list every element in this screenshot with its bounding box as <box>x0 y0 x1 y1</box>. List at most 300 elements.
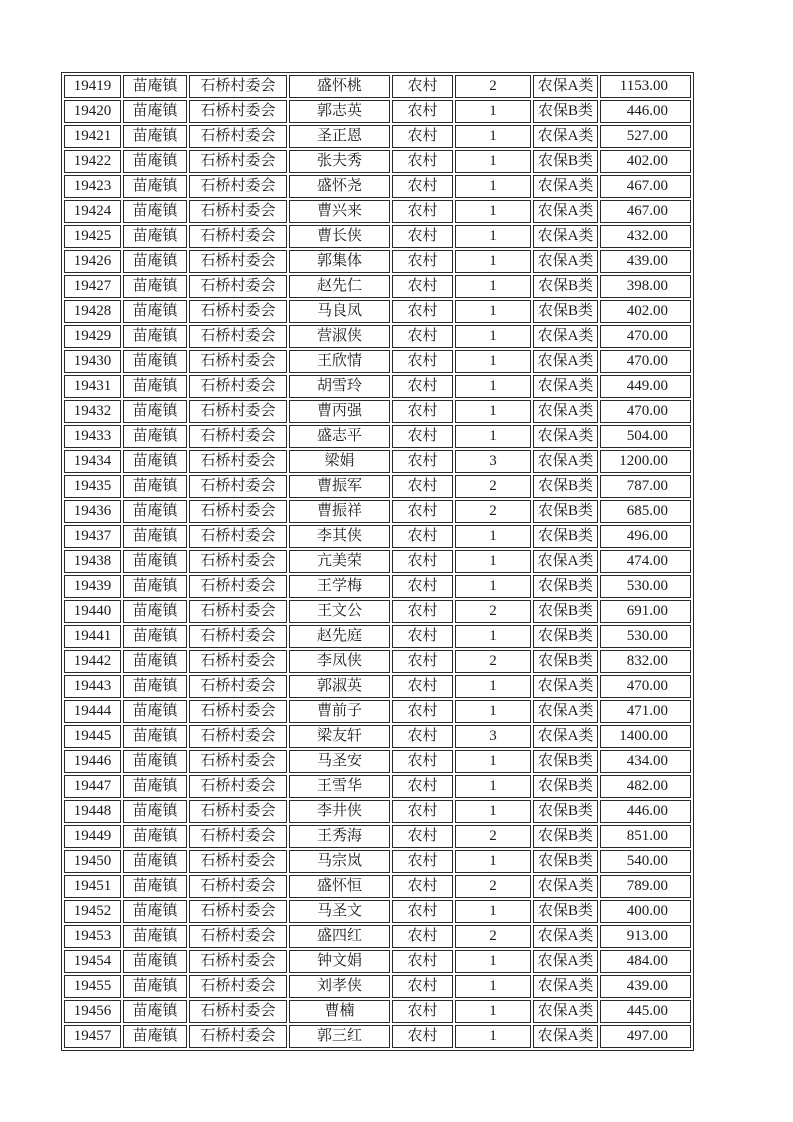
cell-record-id: 19430 <box>64 350 121 373</box>
cell-person-count: 1 <box>455 675 531 698</box>
cell-amount: 446.00 <box>600 800 691 823</box>
cell-residence-type: 农村 <box>392 600 453 623</box>
cell-amount: 832.00 <box>600 650 691 673</box>
cell-village-committee: 石桥村委会 <box>189 600 287 623</box>
cell-amount: 504.00 <box>600 425 691 448</box>
cell-residence-type: 农村 <box>392 425 453 448</box>
cell-village-committee: 石桥村委会 <box>189 175 287 198</box>
cell-person-count: 2 <box>455 650 531 673</box>
cell-insurance-category: 农保A类 <box>533 425 598 448</box>
cell-amount: 1400.00 <box>600 725 691 748</box>
cell-residence-type: 农村 <box>392 225 453 248</box>
cell-amount: 527.00 <box>600 125 691 148</box>
cell-record-id: 19451 <box>64 875 121 898</box>
cell-amount: 400.00 <box>600 900 691 923</box>
cell-residence-type: 农村 <box>392 200 453 223</box>
table-row <box>64 100 691 123</box>
table-row <box>64 325 691 348</box>
cell-person-name: 马良凤 <box>289 300 390 323</box>
cell-record-id: 19442 <box>64 650 121 673</box>
cell-person-name: 曹前子 <box>289 700 390 723</box>
cell-insurance-category: 农保B类 <box>533 750 598 773</box>
cell-person-name: 盛怀桃 <box>289 75 390 98</box>
cell-residence-type: 农村 <box>392 1000 453 1023</box>
table-row <box>64 600 691 623</box>
cell-insurance-category: 农保B类 <box>533 600 598 623</box>
cell-residence-type: 农村 <box>392 400 453 423</box>
cell-residence-type: 农村 <box>392 675 453 698</box>
cell-village-committee: 石桥村委会 <box>189 725 287 748</box>
cell-amount: 470.00 <box>600 350 691 373</box>
cell-town: 苗庵镇 <box>123 500 187 523</box>
cell-person-count: 2 <box>455 600 531 623</box>
table-row <box>64 950 691 973</box>
cell-residence-type: 农村 <box>392 750 453 773</box>
cell-village-committee: 石桥村委会 <box>189 575 287 598</box>
cell-residence-type: 农村 <box>392 1025 453 1048</box>
table-row <box>64 75 691 98</box>
cell-residence-type: 农村 <box>392 775 453 798</box>
cell-person-count: 3 <box>455 450 531 473</box>
cell-person-name: 胡雪玲 <box>289 375 390 398</box>
cell-person-count: 1 <box>455 350 531 373</box>
cell-person-count: 1 <box>455 700 531 723</box>
cell-village-committee: 石桥村委会 <box>189 875 287 898</box>
table-row <box>64 975 691 998</box>
cell-insurance-category: 农保A类 <box>533 325 598 348</box>
cell-record-id: 19428 <box>64 300 121 323</box>
cell-residence-type: 农村 <box>392 800 453 823</box>
table-row <box>64 375 691 398</box>
cell-residence-type: 农村 <box>392 175 453 198</box>
cell-amount: 1200.00 <box>600 450 691 473</box>
cell-person-count: 1 <box>455 1000 531 1023</box>
cell-person-name: 李凤侠 <box>289 650 390 673</box>
cell-village-committee: 石桥村委会 <box>189 75 287 98</box>
cell-village-committee: 石桥村委会 <box>189 200 287 223</box>
cell-insurance-category: 农保A类 <box>533 350 598 373</box>
cell-amount: 471.00 <box>600 700 691 723</box>
cell-town: 苗庵镇 <box>123 700 187 723</box>
table-row <box>64 1025 691 1048</box>
cell-village-committee: 石桥村委会 <box>189 400 287 423</box>
cell-person-name: 营淑侠 <box>289 325 390 348</box>
cell-person-count: 1 <box>455 975 531 998</box>
cell-amount: 434.00 <box>600 750 691 773</box>
cell-town: 苗庵镇 <box>123 725 187 748</box>
cell-town: 苗庵镇 <box>123 225 187 248</box>
cell-person-name: 亢美荣 <box>289 550 390 573</box>
cell-residence-type: 农村 <box>392 700 453 723</box>
cell-person-count: 1 <box>455 575 531 598</box>
cell-residence-type: 农村 <box>392 100 453 123</box>
cell-record-id: 19450 <box>64 850 121 873</box>
cell-record-id: 19443 <box>64 675 121 698</box>
table-row <box>64 625 691 648</box>
cell-record-id: 19444 <box>64 700 121 723</box>
cell-village-committee: 石桥村委会 <box>189 750 287 773</box>
cell-person-count: 1 <box>455 250 531 273</box>
cell-record-id: 19421 <box>64 125 121 148</box>
cell-residence-type: 农村 <box>392 575 453 598</box>
cell-town: 苗庵镇 <box>123 875 187 898</box>
cell-village-committee: 石桥村委会 <box>189 225 287 248</box>
cell-village-committee: 石桥村委会 <box>189 850 287 873</box>
cell-record-id: 19446 <box>64 750 121 773</box>
cell-person-count: 1 <box>455 775 531 798</box>
cell-residence-type: 农村 <box>392 875 453 898</box>
cell-town: 苗庵镇 <box>123 825 187 848</box>
cell-town: 苗庵镇 <box>123 850 187 873</box>
cell-record-id: 19420 <box>64 100 121 123</box>
cell-residence-type: 农村 <box>392 975 453 998</box>
cell-amount: 432.00 <box>600 225 691 248</box>
cell-person-count: 1 <box>455 850 531 873</box>
cell-insurance-category: 农保B类 <box>533 625 598 648</box>
cell-person-count: 1 <box>455 800 531 823</box>
cell-village-committee: 石桥村委会 <box>189 350 287 373</box>
cell-person-count: 1 <box>455 300 531 323</box>
cell-person-name: 李井侠 <box>289 800 390 823</box>
cell-town: 苗庵镇 <box>123 125 187 148</box>
cell-village-committee: 石桥村委会 <box>189 775 287 798</box>
cell-record-id: 19454 <box>64 950 121 973</box>
cell-amount: 685.00 <box>600 500 691 523</box>
cell-insurance-category: 农保A类 <box>533 225 598 248</box>
cell-amount: 474.00 <box>600 550 691 573</box>
cell-record-id: 19423 <box>64 175 121 198</box>
cell-amount: 497.00 <box>600 1025 691 1048</box>
cell-record-id: 19435 <box>64 475 121 498</box>
cell-insurance-category: 农保A类 <box>533 1025 598 1048</box>
cell-town: 苗庵镇 <box>123 800 187 823</box>
table-row <box>64 525 691 548</box>
cell-person-name: 郭志英 <box>289 100 390 123</box>
cell-town: 苗庵镇 <box>123 425 187 448</box>
cell-village-committee: 石桥村委会 <box>189 675 287 698</box>
cell-person-count: 3 <box>455 725 531 748</box>
cell-village-committee: 石桥村委会 <box>189 250 287 273</box>
cell-residence-type: 农村 <box>392 375 453 398</box>
cell-record-id: 19438 <box>64 550 121 573</box>
cell-person-count: 1 <box>455 425 531 448</box>
cell-town: 苗庵镇 <box>123 925 187 948</box>
table-row <box>64 450 691 473</box>
cell-record-id: 19425 <box>64 225 121 248</box>
cell-record-id: 19456 <box>64 1000 121 1023</box>
cell-village-committee: 石桥村委会 <box>189 275 287 298</box>
table-row <box>64 125 691 148</box>
cell-town: 苗庵镇 <box>123 675 187 698</box>
cell-person-count: 1 <box>455 175 531 198</box>
cell-person-name: 曹兴来 <box>289 200 390 223</box>
cell-person-name: 王欣情 <box>289 350 390 373</box>
cell-residence-type: 农村 <box>392 250 453 273</box>
cell-residence-type: 农村 <box>392 850 453 873</box>
cell-residence-type: 农村 <box>392 950 453 973</box>
cell-village-committee: 石桥村委会 <box>189 825 287 848</box>
cell-insurance-category: 农保B类 <box>533 275 598 298</box>
cell-village-committee: 石桥村委会 <box>189 925 287 948</box>
cell-residence-type: 农村 <box>392 125 453 148</box>
cell-insurance-category: 农保A类 <box>533 75 598 98</box>
cell-village-committee: 石桥村委会 <box>189 1000 287 1023</box>
cell-person-count: 1 <box>455 1025 531 1048</box>
cell-village-committee: 石桥村委会 <box>189 300 287 323</box>
cell-insurance-category: 农保A类 <box>533 700 598 723</box>
cell-insurance-category: 农保A类 <box>533 875 598 898</box>
cell-person-count: 2 <box>455 825 531 848</box>
cell-village-committee: 石桥村委会 <box>189 100 287 123</box>
cell-person-count: 1 <box>455 400 531 423</box>
cell-town: 苗庵镇 <box>123 950 187 973</box>
cell-person-count: 1 <box>455 125 531 148</box>
cell-village-committee: 石桥村委会 <box>189 975 287 998</box>
cell-village-committee: 石桥村委会 <box>189 150 287 173</box>
cell-residence-type: 农村 <box>392 350 453 373</box>
cell-residence-type: 农村 <box>392 650 453 673</box>
cell-town: 苗庵镇 <box>123 175 187 198</box>
cell-person-name: 马圣文 <box>289 900 390 923</box>
cell-person-count: 1 <box>455 100 531 123</box>
cell-person-name: 郭集体 <box>289 250 390 273</box>
cell-town: 苗庵镇 <box>123 775 187 798</box>
cell-residence-type: 农村 <box>392 725 453 748</box>
cell-town: 苗庵镇 <box>123 75 187 98</box>
cell-person-count: 1 <box>455 325 531 348</box>
cell-amount: 398.00 <box>600 275 691 298</box>
cell-person-name: 盛志平 <box>289 425 390 448</box>
cell-person-name: 曹振祥 <box>289 500 390 523</box>
cell-amount: 402.00 <box>600 150 691 173</box>
cell-amount: 445.00 <box>600 1000 691 1023</box>
cell-insurance-category: 农保A类 <box>533 925 598 948</box>
cell-insurance-category: 农保A类 <box>533 200 598 223</box>
cell-amount: 446.00 <box>600 100 691 123</box>
cell-residence-type: 农村 <box>392 825 453 848</box>
cell-person-name: 赵先庭 <box>289 625 390 648</box>
cell-town: 苗庵镇 <box>123 100 187 123</box>
cell-record-id: 19432 <box>64 400 121 423</box>
cell-town: 苗庵镇 <box>123 975 187 998</box>
cell-insurance-category: 农保B类 <box>533 500 598 523</box>
cell-person-name: 梁娟 <box>289 450 390 473</box>
cell-insurance-category: 农保A类 <box>533 175 598 198</box>
cell-person-count: 1 <box>455 225 531 248</box>
cell-amount: 467.00 <box>600 175 691 198</box>
cell-village-committee: 石桥村委会 <box>189 950 287 973</box>
table-row <box>64 350 691 373</box>
cell-person-count: 1 <box>455 625 531 648</box>
cell-town: 苗庵镇 <box>123 750 187 773</box>
cell-insurance-category: 农保B类 <box>533 800 598 823</box>
cell-record-id: 19447 <box>64 775 121 798</box>
table-row <box>64 775 691 798</box>
cell-record-id: 19455 <box>64 975 121 998</box>
cell-amount: 467.00 <box>600 200 691 223</box>
table-row <box>64 1000 691 1023</box>
cell-insurance-category: 农保A类 <box>533 975 598 998</box>
cell-village-committee: 石桥村委会 <box>189 425 287 448</box>
cell-village-committee: 石桥村委会 <box>189 500 287 523</box>
cell-insurance-category: 农保A类 <box>533 375 598 398</box>
cell-amount: 439.00 <box>600 250 691 273</box>
cell-amount: 1153.00 <box>600 75 691 98</box>
cell-person-name: 盛怀恒 <box>289 875 390 898</box>
cell-amount: 851.00 <box>600 825 691 848</box>
cell-person-count: 2 <box>455 75 531 98</box>
cell-amount: 470.00 <box>600 400 691 423</box>
cell-person-count: 1 <box>455 375 531 398</box>
table-row <box>64 550 691 573</box>
cell-person-count: 1 <box>455 550 531 573</box>
cell-amount: 470.00 <box>600 675 691 698</box>
cell-village-committee: 石桥村委会 <box>189 475 287 498</box>
cell-town: 苗庵镇 <box>123 525 187 548</box>
cell-residence-type: 农村 <box>392 275 453 298</box>
table-row <box>64 400 691 423</box>
cell-village-committee: 石桥村委会 <box>189 625 287 648</box>
cell-amount: 530.00 <box>600 575 691 598</box>
cell-amount: 470.00 <box>600 325 691 348</box>
cell-record-id: 19433 <box>64 425 121 448</box>
cell-person-count: 2 <box>455 500 531 523</box>
cell-town: 苗庵镇 <box>123 900 187 923</box>
cell-person-name: 曹长侠 <box>289 225 390 248</box>
table-row <box>64 750 691 773</box>
cell-person-count: 1 <box>455 950 531 973</box>
cell-town: 苗庵镇 <box>123 650 187 673</box>
cell-amount: 484.00 <box>600 950 691 973</box>
cell-insurance-category: 农保A类 <box>533 550 598 573</box>
cell-town: 苗庵镇 <box>123 300 187 323</box>
cell-town: 苗庵镇 <box>123 575 187 598</box>
cell-person-count: 2 <box>455 925 531 948</box>
cell-town: 苗庵镇 <box>123 275 187 298</box>
cell-record-id: 19439 <box>64 575 121 598</box>
cell-residence-type: 农村 <box>392 900 453 923</box>
cell-town: 苗庵镇 <box>123 550 187 573</box>
table-row <box>64 650 691 673</box>
cell-residence-type: 农村 <box>392 300 453 323</box>
cell-insurance-category: 农保A类 <box>533 450 598 473</box>
cell-town: 苗庵镇 <box>123 400 187 423</box>
table-row <box>64 250 691 273</box>
cell-record-id: 19440 <box>64 600 121 623</box>
cell-insurance-category: 农保B类 <box>533 475 598 498</box>
cell-amount: 787.00 <box>600 475 691 498</box>
cell-village-committee: 石桥村委会 <box>189 900 287 923</box>
table-row <box>64 300 691 323</box>
cell-residence-type: 农村 <box>392 450 453 473</box>
cell-town: 苗庵镇 <box>123 325 187 348</box>
cell-village-committee: 石桥村委会 <box>189 325 287 348</box>
cell-record-id: 19426 <box>64 250 121 273</box>
table-row <box>64 700 691 723</box>
cell-village-committee: 石桥村委会 <box>189 375 287 398</box>
cell-person-count: 1 <box>455 900 531 923</box>
cell-record-id: 19445 <box>64 725 121 748</box>
table-row <box>64 575 691 598</box>
cell-person-count: 2 <box>455 475 531 498</box>
table-row <box>64 500 691 523</box>
cell-person-name: 王文公 <box>289 600 390 623</box>
cell-record-id: 19449 <box>64 825 121 848</box>
cell-record-id: 19448 <box>64 800 121 823</box>
cell-person-name: 李其侠 <box>289 525 390 548</box>
cell-person-name: 曹楠 <box>289 1000 390 1023</box>
cell-person-name: 梁友轩 <box>289 725 390 748</box>
table-row <box>64 825 691 848</box>
cell-record-id: 19452 <box>64 900 121 923</box>
cell-insurance-category: 农保A类 <box>533 125 598 148</box>
cell-record-id: 19434 <box>64 450 121 473</box>
table-row <box>64 875 691 898</box>
cell-amount: 789.00 <box>600 875 691 898</box>
cell-residence-type: 农村 <box>392 325 453 348</box>
cell-person-name: 盛四红 <box>289 925 390 948</box>
cell-record-id: 19437 <box>64 525 121 548</box>
cell-record-id: 19424 <box>64 200 121 223</box>
cell-town: 苗庵镇 <box>123 375 187 398</box>
cell-person-name: 马宗岚 <box>289 850 390 873</box>
cell-insurance-category: 农保A类 <box>533 950 598 973</box>
cell-town: 苗庵镇 <box>123 1000 187 1023</box>
cell-amount: 496.00 <box>600 525 691 548</box>
cell-person-name: 刘孝侠 <box>289 975 390 998</box>
table-row <box>64 800 691 823</box>
cell-village-committee: 石桥村委会 <box>189 700 287 723</box>
table-row <box>64 425 691 448</box>
cell-town: 苗庵镇 <box>123 1025 187 1048</box>
cell-insurance-category: 农保B类 <box>533 575 598 598</box>
cell-insurance-category: 农保B类 <box>533 825 598 848</box>
cell-person-name: 王雪华 <box>289 775 390 798</box>
cell-person-name: 钟文娟 <box>289 950 390 973</box>
cell-person-name: 赵先仁 <box>289 275 390 298</box>
cell-person-name: 盛怀尧 <box>289 175 390 198</box>
cell-residence-type: 农村 <box>392 925 453 948</box>
table-row <box>64 725 691 748</box>
cell-person-name: 王秀海 <box>289 825 390 848</box>
cell-insurance-category: 农保A类 <box>533 400 598 423</box>
cell-village-committee: 石桥村委会 <box>189 525 287 548</box>
cell-person-name: 曹丙强 <box>289 400 390 423</box>
cell-town: 苗庵镇 <box>123 625 187 648</box>
cell-insurance-category: 农保B类 <box>533 775 598 798</box>
table-row <box>64 925 691 948</box>
table-row <box>64 900 691 923</box>
cell-record-id: 19419 <box>64 75 121 98</box>
table-row <box>64 475 691 498</box>
cell-person-name: 马圣安 <box>289 750 390 773</box>
table-body <box>64 75 691 1048</box>
table-row <box>64 675 691 698</box>
cell-insurance-category: 农保B类 <box>533 650 598 673</box>
cell-amount: 530.00 <box>600 625 691 648</box>
cell-person-count: 1 <box>455 750 531 773</box>
cell-town: 苗庵镇 <box>123 250 187 273</box>
cell-insurance-category: 农保A类 <box>533 1000 598 1023</box>
cell-town: 苗庵镇 <box>123 200 187 223</box>
cell-residence-type: 农村 <box>392 75 453 98</box>
table-row <box>64 275 691 298</box>
cell-village-committee: 石桥村委会 <box>189 450 287 473</box>
cell-amount: 449.00 <box>600 375 691 398</box>
cell-person-count: 2 <box>455 875 531 898</box>
cell-person-name: 郭三红 <box>289 1025 390 1048</box>
table-row <box>64 225 691 248</box>
